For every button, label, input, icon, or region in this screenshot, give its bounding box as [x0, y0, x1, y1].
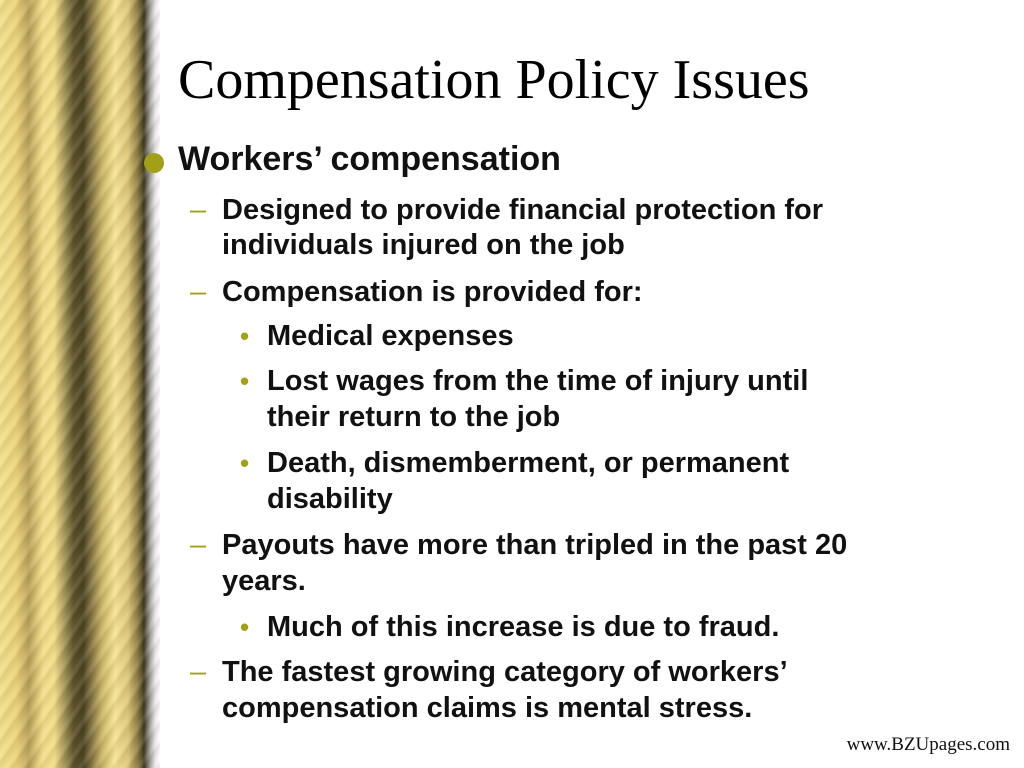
- list-item-payouts-line2: years.: [222, 565, 306, 597]
- list-item-provided-for: Compensation is provided for:: [222, 276, 643, 308]
- dot-bullet-icon: •: [240, 366, 250, 396]
- list-item-fraud: Much of this increase is due to fraud.: [267, 611, 780, 643]
- list-item-designed-line2: individuals injured on the job: [222, 229, 625, 261]
- level1-heading: Workers’ compensation: [178, 140, 561, 178]
- dash-bullet-icon: –: [190, 194, 207, 226]
- dash-bullet-icon: –: [190, 656, 207, 688]
- round-bullet-icon: [144, 153, 164, 173]
- list-item-fastest-line2: compensation claims is mental stress.: [222, 692, 753, 724]
- list-item-designed-line1: Designed to provide financial protection for: [222, 194, 823, 226]
- slide-title: Compensation Policy Issues: [178, 49, 810, 111]
- footer-watermark: www.BZUpages.com: [846, 734, 1010, 755]
- list-item-payouts-line1: Payouts have more than tripled in the past 20: [222, 529, 848, 561]
- list-item-death-line1: Death, dismemberment, or permanent: [267, 447, 790, 479]
- decorative-gold-pillar: [0, 0, 160, 768]
- dot-bullet-icon: •: [240, 448, 250, 478]
- dash-bullet-icon: –: [190, 529, 207, 561]
- list-item-lost-wages-line2: their return to the job: [267, 401, 561, 433]
- list-item-medical: Medical expenses: [267, 320, 514, 352]
- list-item-fastest-line1: The fastest growing category of workers’: [222, 656, 788, 688]
- dot-bullet-icon: •: [240, 321, 250, 351]
- dot-bullet-icon: •: [240, 612, 250, 642]
- list-item-death-line2: disability: [267, 483, 393, 515]
- dash-bullet-icon: –: [190, 276, 207, 308]
- list-item-lost-wages-line1: Lost wages from the time of injury until: [267, 365, 809, 397]
